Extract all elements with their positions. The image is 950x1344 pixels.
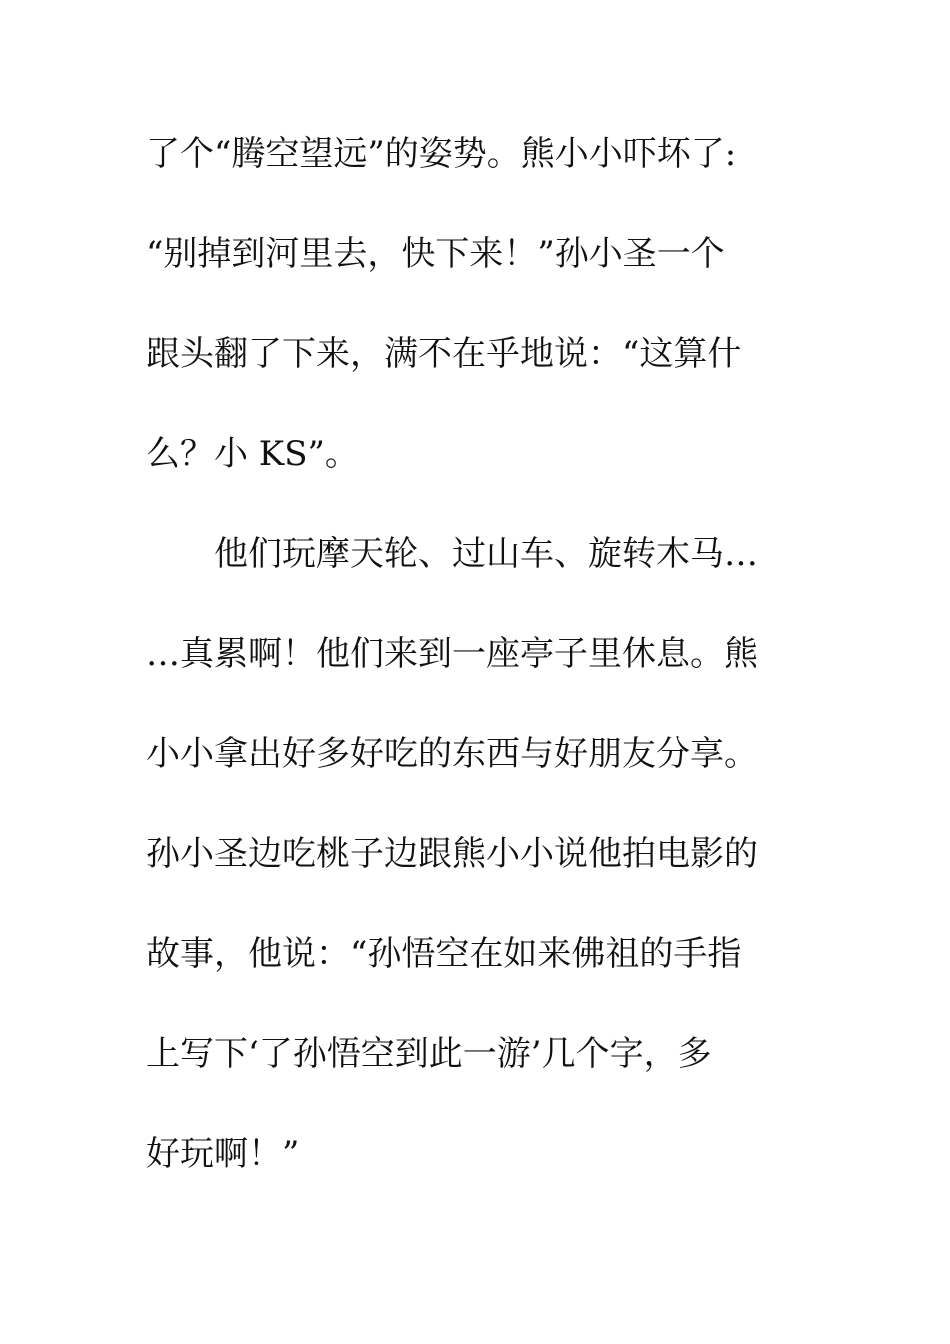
text-line: 孙小圣边吃桃子边跟熊小小说他拍电影的 [146, 834, 758, 874]
text-line: 跟头翻了下来，满不在乎地说：“这算什 [146, 334, 742, 374]
text-line: …真累啊！他们来到一座亭子里休息。熊 [146, 634, 758, 674]
paragraph-first-line: 他们玩摩天轮、过山车、旋转木马… [214, 534, 758, 574]
text-line: “别掉到河里去，快下来！”孙小圣一个 [146, 234, 725, 274]
text-line: 小小拿出好多好吃的东西与好朋友分享。 [146, 734, 758, 774]
text-line: 故事，他说：“孙悟空在如来佛祖的手指 [146, 934, 742, 974]
text-line: 么？小 KS”。 [146, 434, 359, 474]
text-line: 好玩啊！” [146, 1134, 300, 1174]
text-line: 了个“腾空望远”的姿势。熊小小吓坏了: [146, 134, 737, 174]
text-line: 上写下‘了孙悟空到此一游’几个字，多 [146, 1034, 712, 1074]
